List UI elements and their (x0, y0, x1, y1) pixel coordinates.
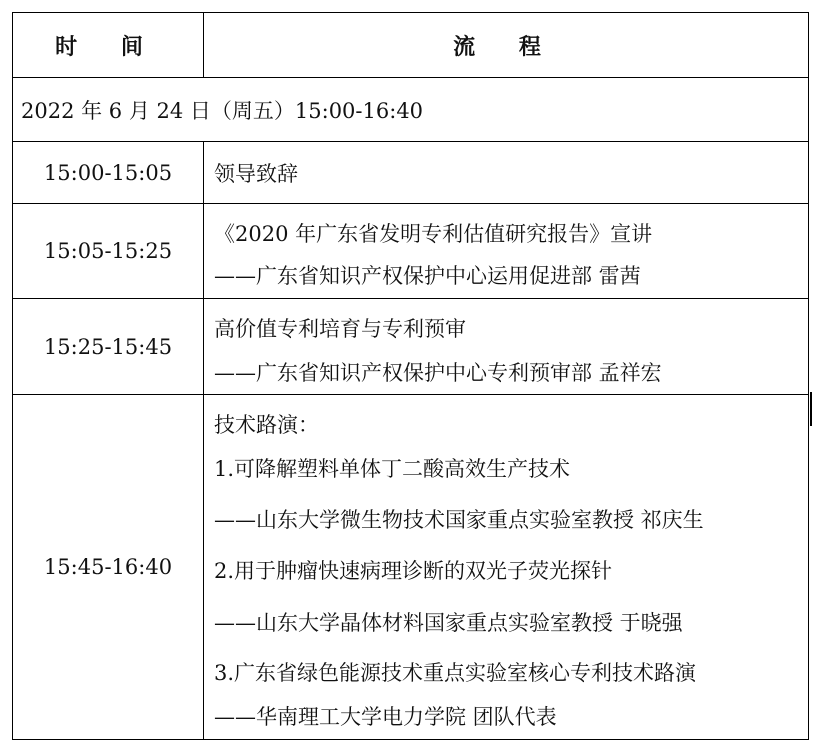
table-row (13, 203, 808, 298)
edge-mark (810, 392, 812, 426)
content-line: ——山东大学微生物技术国家重点实验室教授 祁庆生 (214, 508, 704, 532)
date-row (13, 77, 808, 141)
table-row (13, 298, 808, 394)
header-row (13, 13, 808, 77)
row-content (203, 142, 808, 203)
row-time: 15:00-15:05 (43, 160, 173, 185)
content-line: ——山东大学晶体材料国家重点实验室教授 于晓强 (214, 611, 683, 635)
content-line: ——华南理工大学电力学院 团队代表 (214, 705, 557, 729)
content-line: 《2020 年广东省发明专利估值研究报告》宣讲 (214, 222, 653, 246)
table-row (13, 394, 808, 739)
content-line: 2.用于肿瘤快速病理诊断的双光子荧光探针 (214, 559, 613, 583)
date-text: 2022 年 6 月 24 日（周五）15:00-16:40 (21, 98, 424, 123)
content-line: ——广东省知识产权保护中心专利预审部 孟祥宏 (214, 361, 662, 385)
row-content (203, 204, 808, 298)
row-content (203, 395, 808, 739)
content-line: 1.可降解塑料单体丁二酸高效生产技术 (214, 457, 571, 481)
table-row (13, 141, 808, 203)
content-line: 领导致辞 (214, 162, 298, 186)
row-time: 15:45-16:40 (43, 555, 173, 579)
content-line: ——广东省知识产权保护中心运用促进部 雷茜 (214, 264, 641, 288)
row-content (203, 299, 808, 394)
content-line: 技术路演： (214, 413, 319, 437)
header-time: 时 间 (55, 33, 161, 60)
content-line: 高价值专利培育与专利预审 (214, 317, 466, 341)
row-time: 15:25-15:45 (43, 334, 173, 359)
schedule-table (12, 12, 809, 740)
row-time: 15:05-15:25 (43, 239, 173, 263)
header-process: 流 程 (203, 13, 808, 77)
content-line: 3.广东省绿色能源技术重点实验室核心专利技术路演 (214, 661, 697, 685)
